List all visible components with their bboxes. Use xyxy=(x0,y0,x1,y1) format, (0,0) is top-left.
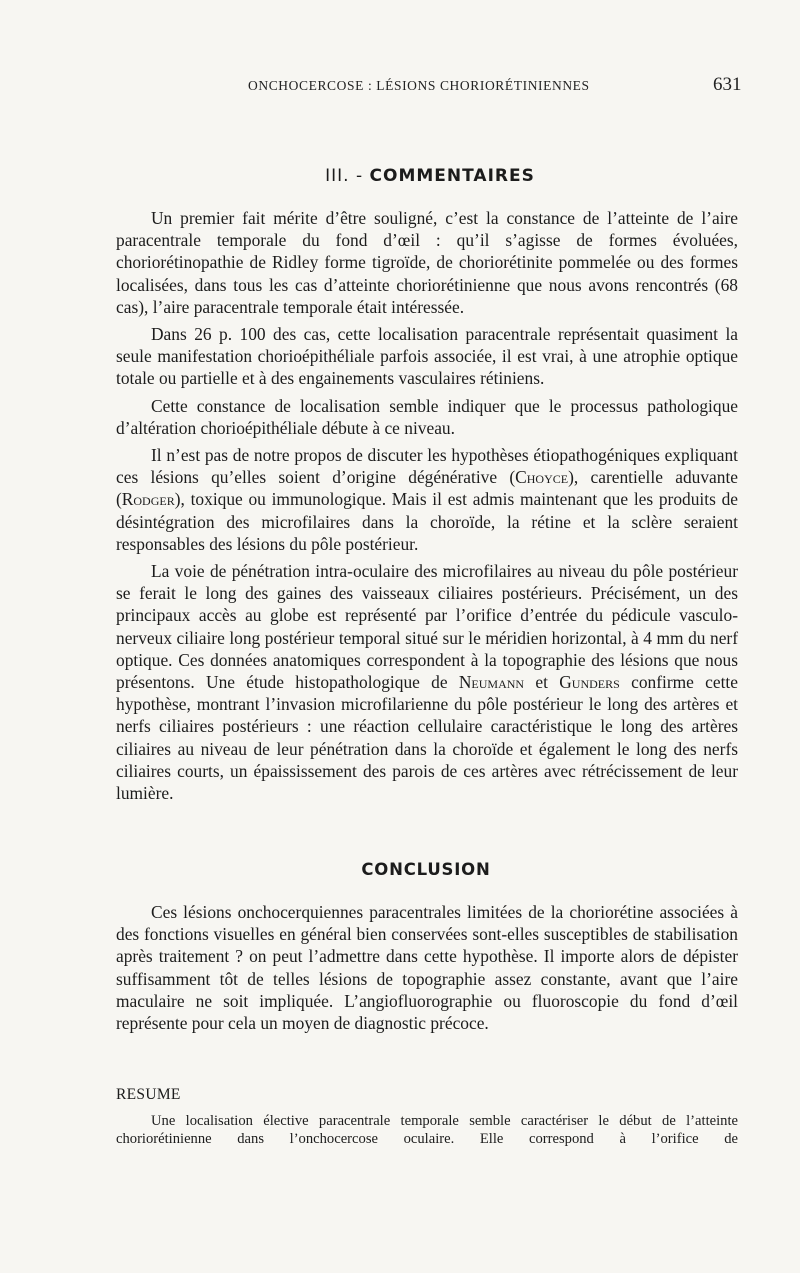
paragraph: Cette constance de localisation semble indiquer que le processus pathologique d’altération chorioépithéliale débute à ce niveau. xyxy=(116,395,738,438)
paragraph-text: ), carentielle aduvante ( xyxy=(116,467,738,510)
resume-heading: RESUME xyxy=(116,1086,181,1103)
running-title: ONCHOCERCOSE : LÉSIONS CHORIORÉTINIENNES xyxy=(248,78,590,93)
section-title: COMMENTAIRES xyxy=(369,166,535,186)
comments-body xyxy=(116,207,738,809)
paragraph-text: La voie de pénétration intra-oculaire des microfilaires au niveau du pôle postérieur se ferait le long des gaines des vaisseaux ciliaires postérieurs. Précisément, un des principaux accès au globe est représenté par l’orifice d’entrée du pédicule vasculo-nerveux ciliaire long postérieur temporal situé sur le méridien horizontal, à 4 mm du nerf optique. Ces données anatomiques correspondent à la topographie des lésions que nous présentons. Une étude histopathologique de xyxy=(116,561,738,693)
paragraph: Dans 26 p. 100 des cas, cette localisation paracentrale représentait quasiment la seule manifestation chorioépithéliale parfois associée, il est vrai, à une atrophie optique totale ou partielle et à des engainements vasculaires rétiniens. xyxy=(116,324,738,389)
author-name: Gunders xyxy=(559,672,620,693)
conclusion-heading: CONCLUSION xyxy=(361,860,491,879)
page-number: 631 xyxy=(713,74,742,95)
paragraph-text: Il n’est pas de notre propos de discuter les hypothèses étiopathogéniques expliquant ces lésions qu’elles soient d’origine dégénérative ( xyxy=(116,445,738,488)
conclusion-body xyxy=(116,901,738,1039)
paragraph-text: confirme cette hypothèse, montrant l’invasion microfilarienne du pôle postérieur le long des artères et nerfs ciliaires postérieurs : une réaction cellulaire caractéristique le long des artères ciliaires au niveau de leur pénétration dans la choroïde et également le long des nerfs ciliaires courts, un épaississement des parois de ces artères avec rétrécissement de leur lumière. xyxy=(116,672,738,804)
paragraph: Ces lésions onchocerquiennes paracentrales limitées de la choriorétine associées à des fonctions visuelles en général bien conservées sont-elles susceptibles de stabilisation après traitement ? on peut l’admettre dans cette hypothèse. Il importe alors de dépister suffisamment tôt de telles lésions de topographie assez constante, avant que l’aire maculaire ne soit impliquée. L’angiofluorographie ou fluoroscopie du fond d’œil représente pour cela un moyen de diagnostic précoce. xyxy=(116,902,738,1034)
paragraph: Une localisation élective paracentrale temporale semble caractériser le début de l’atteinte choriorétinienne dans l’onchocercose oculaire. Elle correspond à l’orifice de xyxy=(116,1113,738,1147)
author-name: Rodger xyxy=(121,489,175,510)
section-heading xyxy=(0,166,800,186)
author-name: Neumann xyxy=(458,672,525,693)
author-name: Choyce xyxy=(515,467,569,488)
paragraph-text: ), toxique ou immunologique. Mais il est admis maintenant que les produits de désintégration des microfilaires dans la choroïde, la rétine et la sclère seraient responsables des lésions du pôle postérieur. xyxy=(116,489,738,554)
paragraph: Un premier fait mérite d’être souligné, c’est la constance de l’atteinte de l’aire paracentrale temporale du fond d’œil : qu’il s’agisse de formes évoluées, choriorétinopathie de Ridley forme tigroïde, de choriorétinite pommelée ou des formes localisées, dans tous les cas d’atteinte choriorétinienne que nous avons rencontrés (68 cas), l’aire paracentrale temporale était intéressée. xyxy=(116,208,738,317)
resume-body xyxy=(116,1112,738,1148)
section-number: III. - xyxy=(325,166,364,186)
paragraph xyxy=(116,444,738,555)
paragraph-text: et xyxy=(524,672,560,693)
paragraph xyxy=(116,560,738,804)
